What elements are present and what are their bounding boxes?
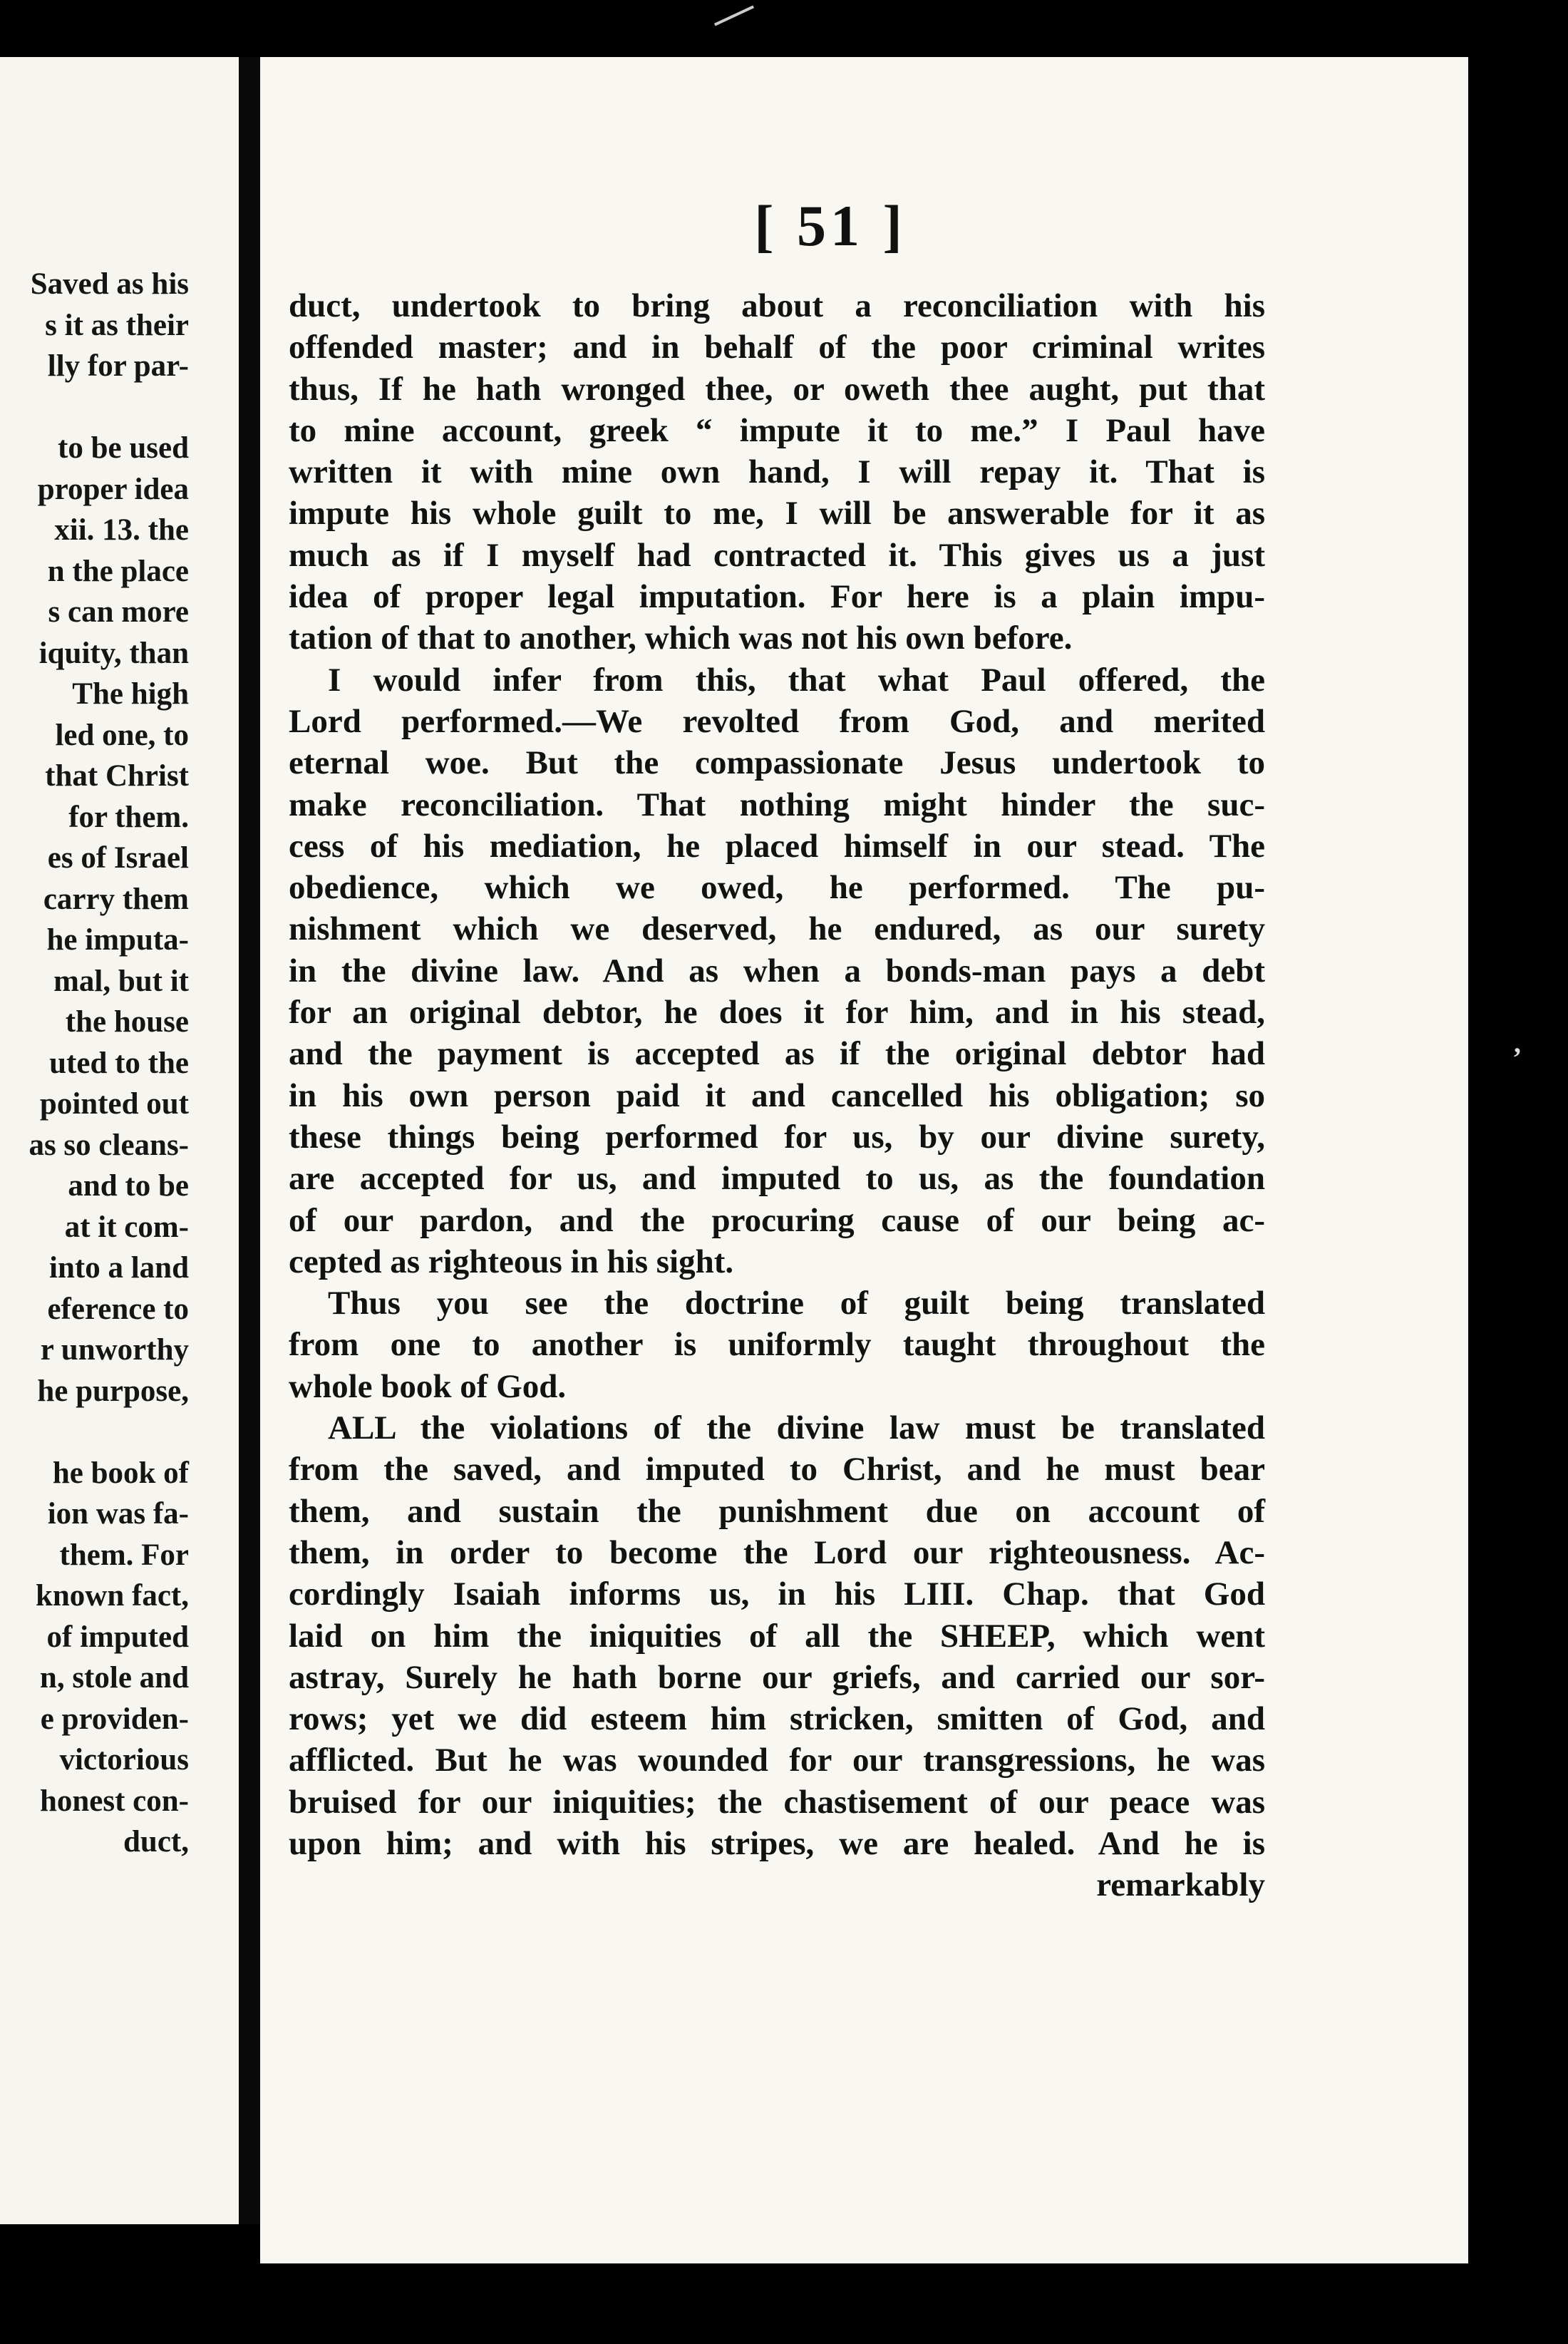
text-line: duct, undertook to bring about a reconciliation with his [289,287,1265,324]
text-line: them, in order to become the Lord our righteousness. Ac- [289,1533,1265,1571]
facing-page-line: known fact, [35,1579,189,1613]
facing-page-line: carry them [43,882,189,916]
text-line: impute his whole guilt to me, I will be answerable for it as [289,495,1265,533]
facing-page-line: honest con- [39,1784,189,1818]
facing-page-line: n the place [47,554,189,588]
facing-page-line: The high [72,677,189,711]
facing-page-line: Saved as his [30,267,189,301]
facing-page-line: into a land [49,1251,189,1285]
facing-page-line: them. For [59,1538,189,1572]
text-line: rows; yet we did esteem him stricken, smitten of God, and [289,1700,1265,1738]
text-line: in the divine law. And as when a bonds-man pays a debt [289,952,1265,989]
facing-page-line: he imputa- [46,923,189,957]
facing-page-line: e providen- [40,1702,189,1736]
text-line: Thus you see the doctrine of guilt being translated [328,1285,1265,1322]
text-line: offended master; and in behalf of the poor criminal writes [289,329,1265,366]
text-line: in his own person paid it and cancelled his obligation; so [289,1076,1265,1114]
text-line: much as if I myself had contracted it. This gives us a just [289,536,1265,574]
text-line: make reconciliation. That nothing might hinder the suc- [289,786,1265,823]
facing-page-line [0,1412,189,1453]
binding-gutter [239,57,260,2224]
text-line: idea of proper legal imputation. For here is a plain impu- [289,578,1265,616]
facing-page-line: that Christ [45,759,189,793]
facing-page-line: es of Israel [47,841,189,875]
text-line: cepted as righteous in his sight. [289,1243,734,1280]
text-line: cordingly Isaiah informs us, in his LIII. Chap. that God [289,1575,1265,1613]
text-line: bruised for our iniquities; the chastisement of our peace was [289,1783,1265,1821]
margin-mark: ’ [1512,1042,1522,1074]
catchword: remarkably [1096,1866,1265,1904]
facing-page-line: he book of [52,1456,189,1490]
facing-page-line: for them. [68,800,189,834]
facing-page-line: pointed out [39,1087,189,1121]
facing-page-line: to be used [58,431,189,465]
page-body-text [289,285,1265,1906]
scan-artifact-mark [714,6,754,26]
facing-page-line: duct, [123,1825,189,1859]
page-number: [ 51 ] [754,193,907,258]
text-line: astray, Surely he hath borne our griefs, and carried our sor- [289,1658,1265,1696]
facing-page-line: ion was fa- [47,1497,189,1531]
text-line: cess of his mediation, he placed himself in our stead. The [289,827,1265,865]
text-line: these things being performed for us, by our divine surety, [289,1118,1265,1156]
book-page [260,57,1468,2263]
text-line: ALL the violations of the divine law must be translated [328,1409,1265,1447]
text-line: upon him; and with his stripes, we are healed. And he is [289,1824,1265,1862]
text-line: and the payment is accepted as if the original debtor had [289,1035,1265,1073]
text-line: afflicted. But he was wounded for our transgressions, he was [289,1742,1265,1779]
text-line: them, and sustain the punishment due on account of [289,1492,1265,1530]
facing-page-line: he purpose, [37,1374,189,1408]
facing-page-line: lly for par- [47,349,189,383]
facing-page-line: s can more [48,595,189,629]
text-line: whole book of God. [289,1367,567,1405]
facing-page-line: proper idea [37,472,189,506]
text-line: tation of that to another, which was not his own before. [289,620,1073,657]
text-line: I would infer from this, that what Paul offered, the [328,661,1265,699]
facing-page-line: and to be [68,1169,189,1203]
text-line: laid on him the iniquities of all the SHEEP, which went [289,1617,1265,1655]
facing-page-line: eference to [47,1292,189,1326]
facing-page-line: mal, but it [53,964,189,998]
text-line: from the saved, and imputed to Christ, and he must bear [289,1451,1265,1489]
facing-page-line: led one, to [55,718,189,752]
text-line: of our pardon, and the procuring cause of our being ac- [289,1201,1265,1239]
text-line: written it with mine own hand, I will repay it. That is [289,453,1265,491]
facing-page-line [0,387,189,428]
facing-page-line: as so cleans- [29,1128,189,1162]
text-line: from one to another is uniformly taught throughout the [289,1326,1265,1364]
text-line: obedience, which we owed, he performed. The pu- [289,869,1265,907]
facing-page-line: r unworthy [40,1333,189,1367]
facing-page-line: at it com- [64,1210,189,1244]
facing-page-line: s it as their [45,308,189,342]
facing-page-line: uted to the [49,1046,189,1080]
facing-page-line: iquity, than [38,636,189,670]
text-line: Lord performed.—We revolted from God, and merited [289,702,1265,740]
facing-page-text [0,264,189,1863]
text-line: nishment which we deserved, he endured, as our surety [289,910,1265,948]
text-line: thus, If he hath wronged thee, or oweth thee aught, put that [289,370,1265,408]
facing-page-line: xii. 13. the [54,513,189,547]
facing-page-fragment [0,57,239,2224]
facing-page-line: the house [65,1005,189,1039]
text-line: are accepted for us, and imputed to us, as the foundation [289,1160,1265,1198]
text-line: eternal woe. But the compassionate Jesus undertook to [289,744,1265,782]
facing-page-line: of imputed [46,1620,189,1654]
text-line: for an original debtor, he does it for him, and in his stead, [289,994,1265,1032]
facing-page-line: n, stole and [39,1661,189,1695]
text-line: to mine account, greek “ impute it to me.” I Paul have [289,411,1265,449]
facing-page-line: victorious [59,1743,189,1777]
